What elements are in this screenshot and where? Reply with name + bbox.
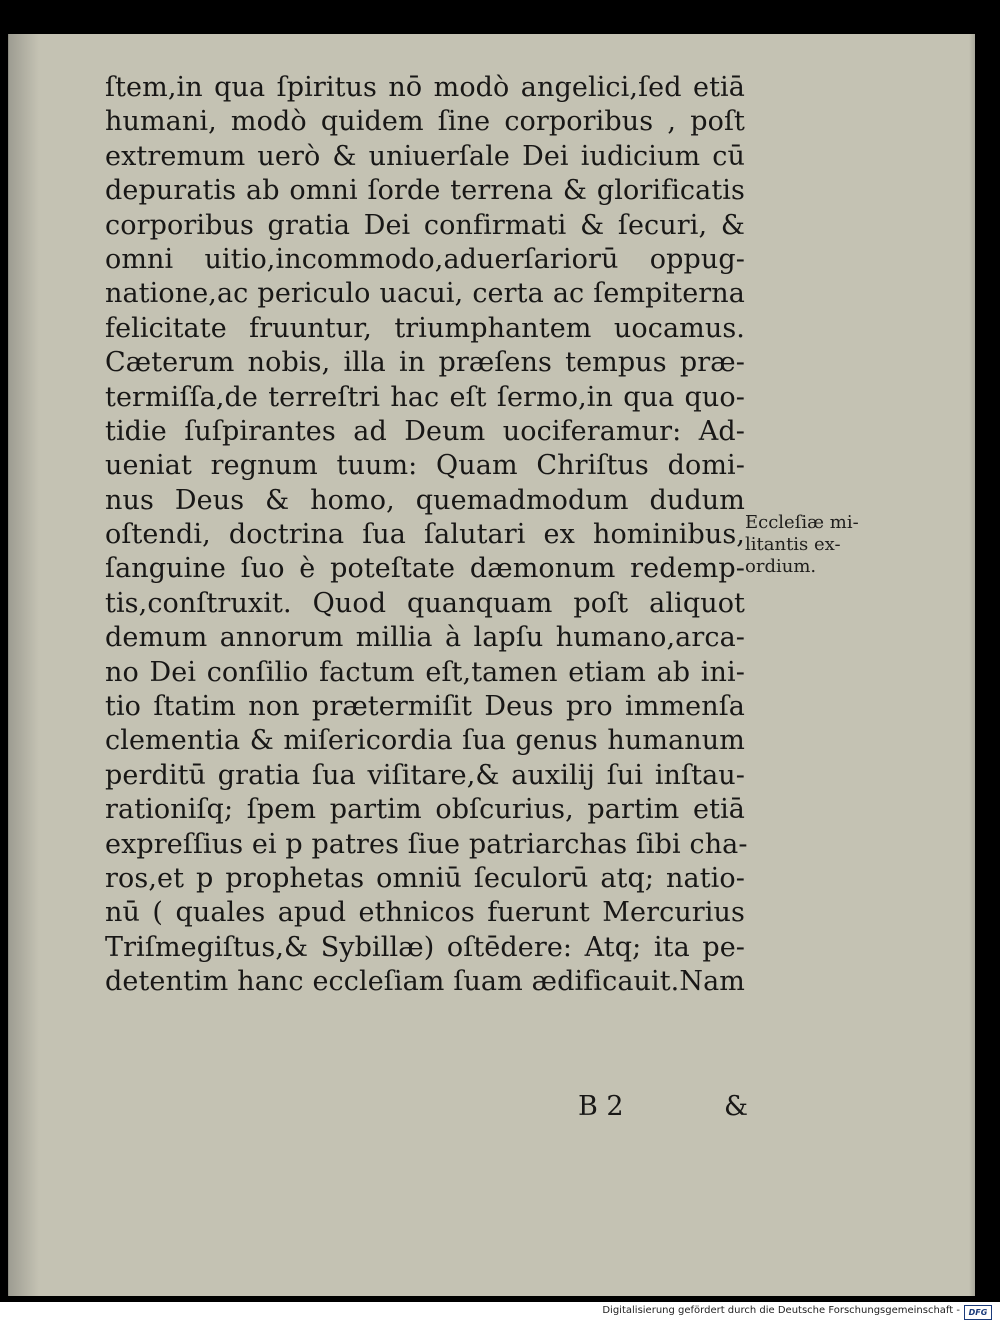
gutter-shadow: [9, 34, 39, 1296]
text-line: extremum uerò & uniuerſale Dei iudicium cū: [105, 140, 745, 172]
text-line: ſanguine ſuo è poteſtate dæmonum redemp-: [105, 553, 745, 585]
funding-credit: Digitalisierung gefördert durch die Deutsche Forschungsgemeinschaft -: [602, 1305, 960, 1316]
text-line: oſtendi, doctrina ſua ſalutari ex hominibus,: [105, 519, 745, 551]
text-line: termiſſa,de terreſtri hac eſt ſermo,in qua quo-: [105, 381, 745, 413]
catchword: &: [723, 1091, 748, 1122]
signature-mark: B 2: [578, 1091, 624, 1122]
text-line: tio ſtatim non prætermiſit Deus pro immenſa: [105, 691, 745, 723]
text-line: humani, modò quidem ſine corporibus , poſt: [105, 106, 745, 138]
text-line: no Dei conſilio factum eſt,tamen etiam ab ini-: [105, 656, 745, 688]
text-line: ſtem,in qua ſpiritus nō modò angelici,ſed etiā: [105, 72, 745, 103]
text-line: perditū gratia ſua viſitare,& auxilij ſui inſtau-: [105, 759, 745, 791]
text-line: depuratis ab omni ſorde terrena & glorificatis: [105, 175, 745, 207]
text-line: tis,conſtruxit. Quod quanquam poſt aliquot: [105, 587, 745, 619]
text-line: felicitate fruuntur, triumphantem uocamus.: [105, 312, 745, 344]
text-line: rationiſq; ſpem partim obſcurius, partim etiā: [105, 794, 745, 826]
text-line: tidie ſuſpirantes ad Deum uociferamur: Ad-: [105, 415, 745, 447]
text-line: ueniat regnum tuum: Quam Chriſtus domi-: [105, 450, 745, 482]
footer-bar: [0, 1302, 1000, 1322]
page-edge: [969, 34, 975, 1296]
text-line: nū ( quales apud ethnicos fuerunt Mercurius: [105, 897, 745, 929]
body-text: [105, 71, 748, 1000]
text-line: detentim hanc eccleſiam ſuam ædificauit.Nam: [105, 966, 745, 998]
text-line: demum annorum millia à lapſu humano,arca-: [105, 622, 745, 654]
dfg-logo-icon: DFG: [964, 1305, 992, 1320]
text-line: Triſmegiſtus,& Sybillæ) oſtēdere: Atq; ita pe-: [105, 931, 745, 963]
marginal-note: [745, 512, 875, 578]
text-line: omni uitio,incommodo,aduerſariorū oppug-: [105, 243, 745, 275]
text-line: nus Deus & homo, quemadmodum dudum: [105, 484, 745, 516]
text-line: natione,ac periculo uacui, certa ac ſempiterna: [105, 278, 745, 310]
marginal-note-line: ordium.: [745, 556, 817, 577]
text-line: ros,et p prophetas omniū ſeculorū atq; natio-: [105, 862, 745, 894]
marginal-note-line: litantis ex-: [745, 534, 841, 555]
page-foot: [578, 1091, 748, 1131]
text-line: expreſſius ei p patres ſiue patriarchas ſibi cha-: [105, 828, 748, 860]
marginal-note-line: Eccleſiæ mi-: [745, 512, 859, 533]
text-line: Cæterum nobis, illa in præſens tempus præ-: [105, 347, 745, 379]
text-line: clementia & miſericordia ſua genus humanum: [105, 725, 745, 757]
text-line: corporibus gratia Dei confirmati & ſecuri, &: [105, 209, 745, 241]
